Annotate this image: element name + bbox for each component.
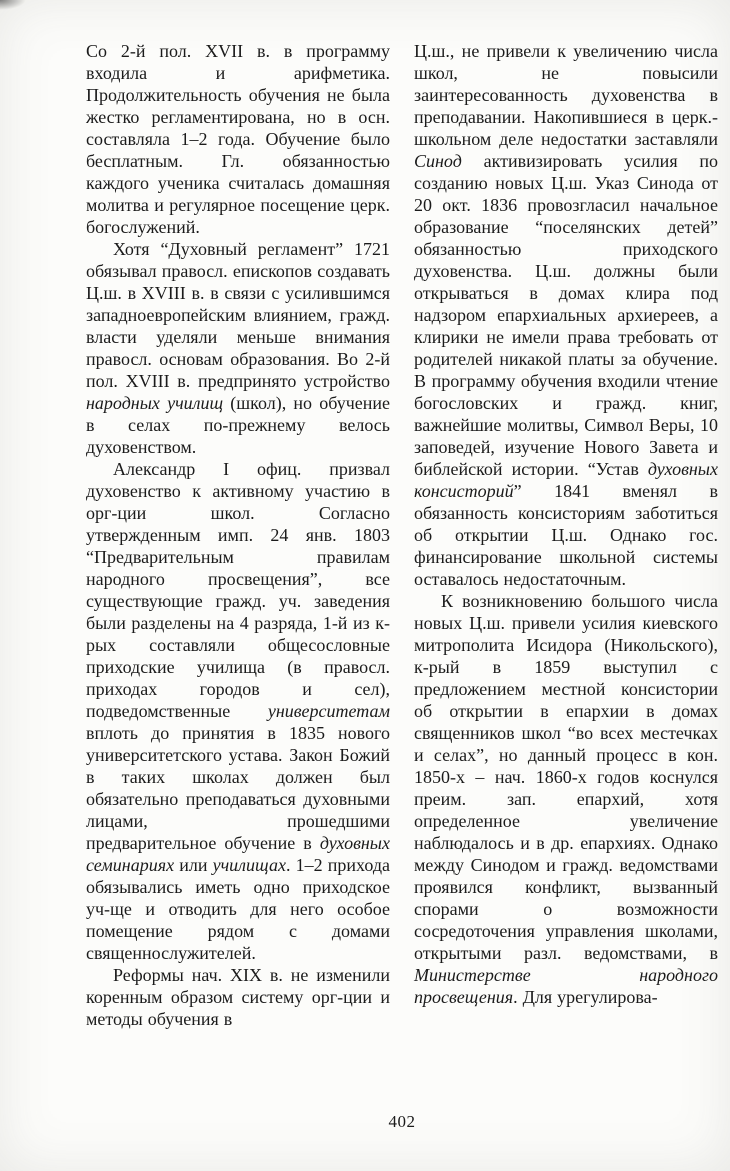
paragraph (414, 40, 718, 590)
italic-term: духовных консисторий (414, 459, 718, 501)
text-run: Хотя “Духовный регламент” 1721 обязывал правосл. епископов создавать Ц.ш. в XVIII в. в связи с усилившимся западноевропейским влиянием, гражд. власти уделяли меньше внимания правосл. основам образования. Во 2-й пол. XVIII в. предпринято устройство (86, 239, 390, 391)
text-run: ” 1841 вменял в обязанность консисториям заботиться об открытии Ц.ш. Однако гос. финансирование школьной системы оставалось недостаточным. (414, 481, 718, 589)
text-run: Александр I офиц. призвал духовенство к активному участию в орг-ции школ. Согласно утвержденным имп. 24 янв. 1803 “Предварительным правилам народного просвещения”, все существующие гражд. уч. заведения были разделены на 4 разряда, 1-й из к-рых составляли общесословные приходские училища (в правосл. приходах городов и сел), подведомственные (86, 459, 390, 721)
text-run: активизировать усилия по созданию новых Ц.ш. Указ Синода от 20 окт. 1836 провозгласил начальное образование “поселянских детей” обязанностью приходского духовенства. Ц.ш. должны были открываться в домах клира под надзором епархиальных архиереев, а клирики не имели права требовать от родителей никакой платы за обучение. В программу обучения входили чтение богословских и гражд. книг, важнейшие молитвы, Символ Веры, 10 заповедей, изучение Нового Завета и библейской истории. “Устав (414, 151, 718, 479)
paragraph (86, 40, 390, 238)
text-run: вплоть до принятия в 1835 нового университетского устава. Закон Божий в таких школах должен был обязательно преподаваться духовными лицами, прошедшими предварительное обучение в (86, 723, 390, 853)
text-run: К возникновению большого числа новых Ц.ш. привели усилия киевского митрополита Исидора (Никольского), к-рый в 1859 выступил с предложением местной консистории об открытии в епархии в домах священников школ “во всех местечках и селах”, но данный процесс в кон. 1850-х – нач. 1860-х годов коснулся преим. зап. епархий, хотя определенное увеличение наблюдалось и в др. епархиях. Однако между Синодом и гражд. ведомствами проявился конфликт, вызванный спорами о возможности сосредоточения управления школами, открытыми разл. ведомствами, в (414, 591, 718, 963)
italic-term: Министерстве народного просвещения (414, 965, 718, 1007)
text-run: Ц.ш., не привели к увеличению числа школ, не повысили заинтересованность духовенства в преподавании. Накопившиеся в церк.-школьном деле недостатки заставляли (414, 41, 718, 149)
text-run: . 1–2 прихода обязывались иметь одно приходское уч-ще и отводить для него особое помещение рядом с домами священнослужителей. (86, 855, 390, 963)
page-number: 402 (388, 1112, 416, 1131)
text-columns (86, 40, 718, 1030)
column-right (414, 40, 718, 1030)
paragraph (86, 238, 390, 458)
italic-term: университетам (267, 701, 390, 721)
text-run: (школ), но обучение в селах по-прежнему велось духовенством. (86, 393, 390, 457)
text-run: Со 2-й пол. XVII в. в программу входила и арифметика. Продолжительность обучения не была жестко регламентирована, но в осн. составляла 1–2 года. Обучение было бесплатным. Гл. обязанностью каждого ученика считалась домашняя молитва и регулярное посещение церк. богослужений. (86, 41, 390, 237)
paragraph (86, 964, 390, 1030)
italic-term: народных училищ (86, 393, 224, 413)
paragraph (86, 458, 390, 964)
column-left (86, 40, 390, 1030)
italic-term: училищах (212, 855, 287, 875)
text-run: или (174, 855, 213, 875)
italic-term: Синод (414, 151, 462, 171)
paragraph (414, 590, 718, 1008)
italic-term: духовных семинариях (86, 833, 390, 875)
text-run: . Для урегулирова- (513, 987, 658, 1007)
text-run: Реформы нач. XIX в. не изменили коренным образом систему орг-ции и методы обучения в (86, 965, 390, 1029)
